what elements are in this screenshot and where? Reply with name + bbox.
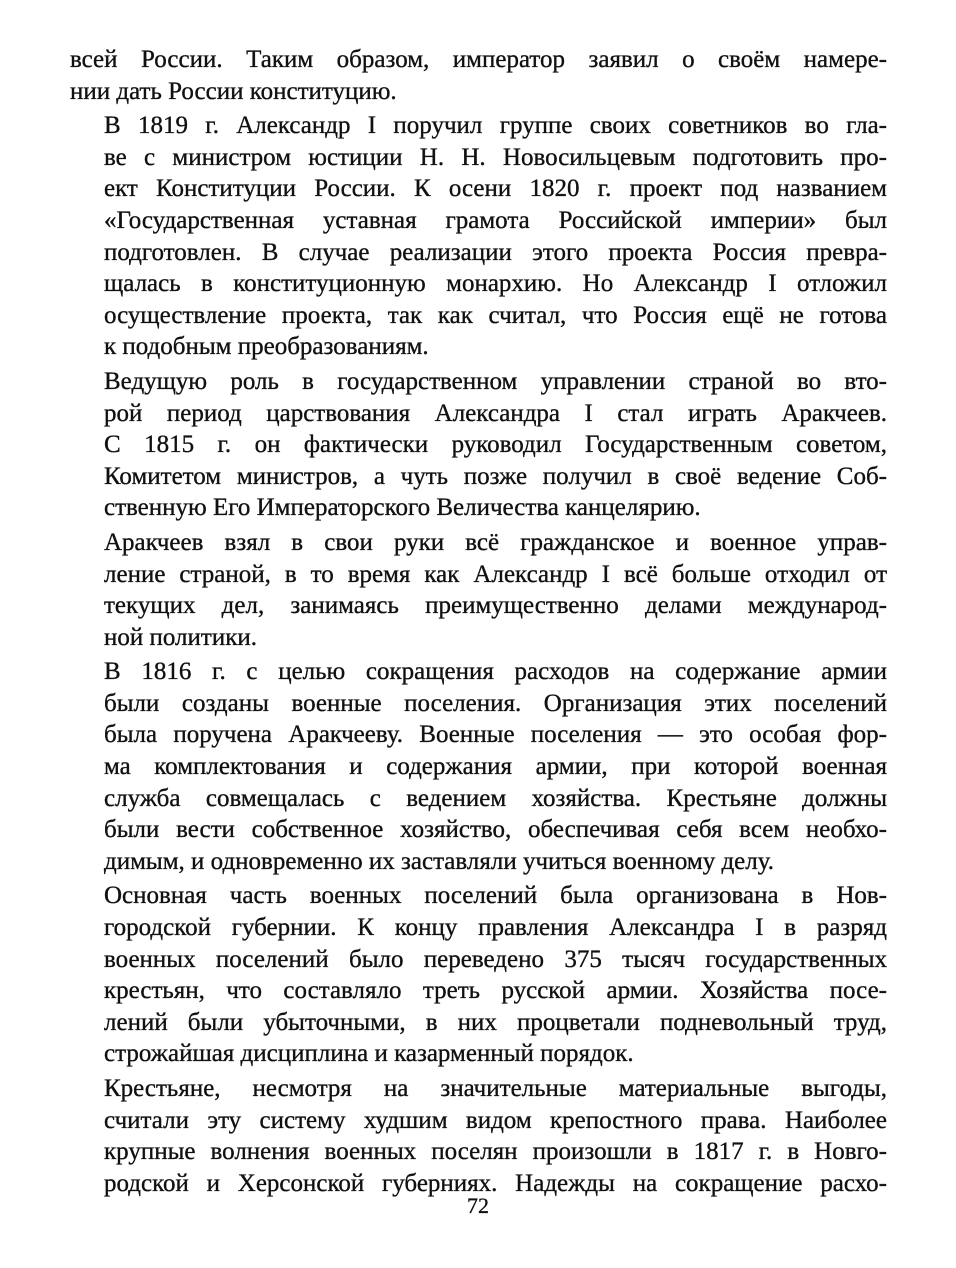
text-line: Аракчеев взял в свои руки всё гражданское и военное управ- — [104, 528, 887, 556]
text-line: городской губернии. К концу правления Александра I в разряд — [104, 914, 887, 942]
text-line: Крестьяне, несмотря на значительные материальные выгоды, — [104, 1075, 887, 1102]
text-line: Комитетом министров, а чуть позже получил в своё ведение Соб- — [104, 462, 887, 490]
text-line: ма комплектования и содержания армии, при которой военная — [104, 753, 887, 781]
paragraph-5 — [70, 656, 887, 877]
text-line: военных поселений было переведено 375 тысяч государственных — [104, 945, 887, 973]
text-line: осуществление проекта, так как считал, что Россия ещё не готова — [104, 301, 887, 329]
text-line: служба совмещалась с ведением хозяйства. Крестьяне должны — [104, 784, 887, 812]
paragraph-4 — [70, 527, 887, 653]
text-line: «Государственная уставная грамота Российской империи» был — [104, 206, 887, 234]
text-line: рой период царствования Александра I стал играть Аракчеев. — [104, 399, 887, 427]
text-line: были созданы военные поселения. Организация этих поселений — [104, 689, 887, 717]
text-line: Ведущую роль в государственном управлении страной во вто- — [104, 367, 887, 395]
page-body — [70, 44, 887, 1202]
paragraph-1 — [70, 44, 887, 107]
text-line: С 1815 г. он фактически руководил Государственным советом, — [104, 431, 887, 459]
text-line: щалась в конституционную монархию. Но Александр I отложил — [104, 270, 887, 298]
text-line: нии дать России конституцию. — [70, 77, 397, 105]
text-line: текущих дел, занимаясь преимущественно делами международ- — [104, 592, 887, 620]
text-line: были вести собственное хозяйство, обеспечивая себя всем необхо- — [104, 816, 887, 844]
text-line: к подобным преобразованиям. — [104, 333, 429, 361]
text-line: Основная часть военных поселений была организована в Нов- — [104, 882, 887, 910]
text-line: димым, и одновременно их заставляли учиться военному делу. — [104, 847, 774, 875]
text-line: считали эту систему худшим видом крепостного права. Наиболее — [104, 1106, 887, 1134]
paragraph-2 — [70, 110, 887, 363]
text-line: всей России. Таким образом, император заявил о своём намере- — [70, 46, 887, 73]
text-line: крупные волнения военных поселян произошли в 1817 г. в Новго- — [104, 1138, 887, 1166]
paragraph-6 — [70, 880, 887, 1070]
text-line: В 1816 г. с целью сокращения расходов на содержание армии — [104, 658, 887, 686]
text-line: ственную Его Императорского Величества канцелярию. — [104, 494, 701, 522]
text-line: крестьян, что составляло треть русской армии. Хозяйства посе- — [104, 977, 887, 1005]
text-line: родской и Херсонской губерниях. Надежды на сокращение расхо- — [104, 1169, 887, 1197]
text-line: ление страной, в то время как Александр I всё больше отходил от — [104, 560, 887, 588]
text-line: ной политики. — [104, 623, 257, 651]
text-line: ве с министром юстиции Н. Н. Новосильцевым подготовить про- — [104, 143, 887, 171]
text-line: В 1819 г. Александр I поручил группе своих советников во гла- — [104, 112, 887, 140]
paragraph-3 — [70, 366, 887, 524]
text-line: ект Конституции России. К осени 1820 г. проект под названием — [104, 175, 887, 203]
page-number: 72 — [467, 1193, 489, 1218]
text-line: подготовлен. В случае реализации этого проекта Россия превра- — [104, 238, 887, 266]
paragraph-7 — [70, 1073, 887, 1199]
text-line: лений были убыточными, в них процветали подневольный труд, — [104, 1008, 887, 1036]
text-line: строжайшая дисциплина и казарменный порядок. — [104, 1040, 634, 1068]
text-line: была поручена Аракчееву. Военные поселения — это особая фор- — [104, 721, 887, 749]
